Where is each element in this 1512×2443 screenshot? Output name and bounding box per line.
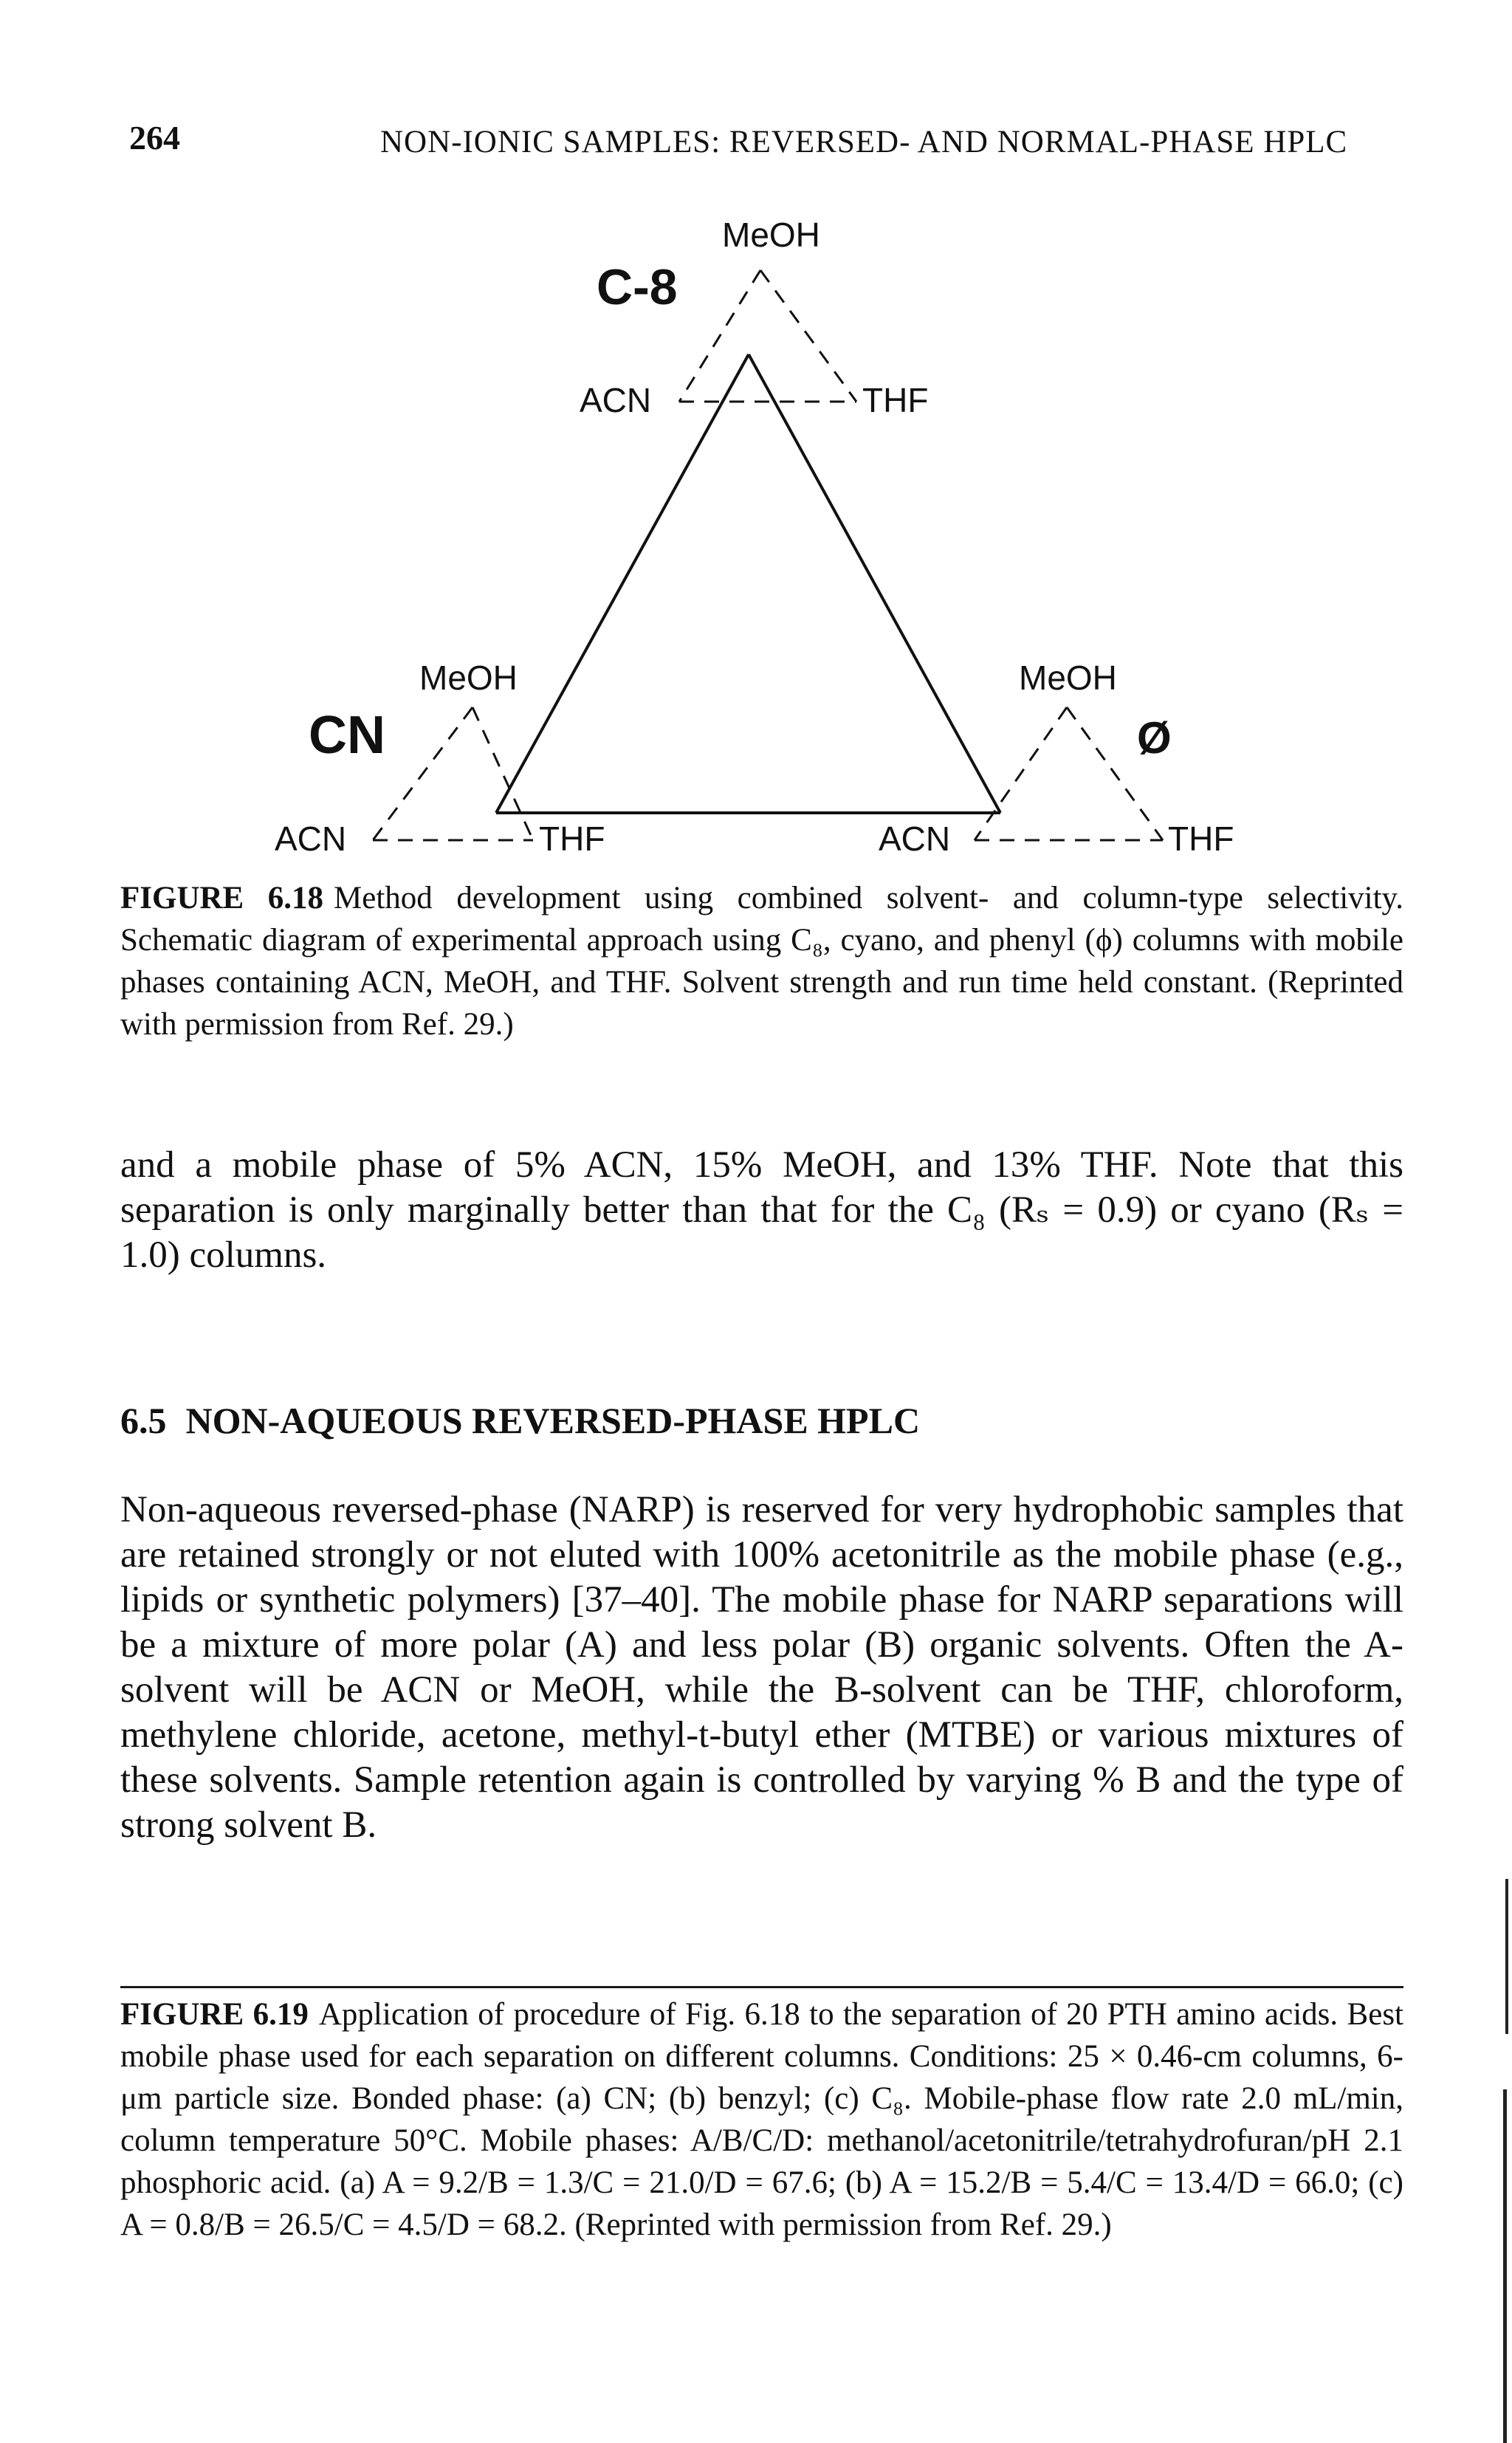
- cn-acn-label: ACN: [275, 820, 347, 858]
- cn-dashed-left: [373, 707, 472, 840]
- section-heading: [120, 1399, 920, 1442]
- phenyl-column-label: Ø: [1137, 713, 1172, 763]
- body-paragraph-1: and a mobile phase of 5% ACN, 15% MeOH, and 13% THF. Note that this separation is only marginally better than that for the C₈ (Rₛ = 0.9) or cyano (Rₛ = 1.0) columns.: [120, 1144, 1403, 1276]
- c8-dashed-right: [760, 270, 856, 402]
- figure-6-19-label: FIGURE 6.19: [120, 1997, 309, 2032]
- cn-meoh-label: MeOH: [419, 659, 518, 697]
- cn-thf-label: THF: [539, 820, 605, 858]
- scan-margin-line: [1503, 2089, 1507, 2443]
- section-title: NON-AQUEOUS REVERSED-PHASE HPLC: [185, 1400, 921, 1441]
- c8-thf-label: THF: [862, 381, 929, 419]
- cn-column-label: CN: [309, 706, 385, 765]
- phenyl-acn-label: ACN: [879, 820, 951, 858]
- cn-dashed-right: [472, 707, 533, 840]
- figure-6-18-caption: [120, 877, 1403, 1045]
- phenyl-meoh-label: MeOH: [1019, 659, 1117, 697]
- caption-rule: [120, 1986, 1403, 1988]
- section-number: 6.5: [120, 1400, 167, 1441]
- c8-column-label: C-8: [597, 259, 678, 315]
- page-number: 264: [129, 119, 180, 157]
- phenyl-dashed-left: [975, 707, 1067, 840]
- figure-6-19-caption: [120, 1993, 1403, 2246]
- scan-margin-line: [1505, 1879, 1508, 2034]
- c8-acn-label: ACN: [580, 381, 652, 419]
- c8-meoh-label: MeOH: [722, 216, 820, 254]
- figure-6-18-label: FIGURE 6.18: [120, 881, 324, 915]
- c8-dashed-left: [679, 270, 760, 402]
- figure-6-18-diagram: [0, 0, 1512, 871]
- body-paragraph-2: Non-aqueous reversed-phase (NARP) is reserved for very hydrophobic samples that are retained strongly or not eluted with 100% acetonitrile as the mobile phase (e.g., lipids or synthetic polymers) [37–40]. The mobile phase for NARP separations will be a mixture of more polar (A) and less polar (B) organic solvents. Often the A-solvent will be ACN or MeOH, while the B-solvent can be THF, chloroform, methylene chloride, acetone, methyl-t-butyl ether (MTBE) or various mixtures of these solvents. Sample retention again is controlled by varying % B and the type of strong solvent B.: [120, 1489, 1403, 1846]
- big-triangle-right-edge: [749, 354, 1000, 813]
- big-triangle-left-edge: [496, 354, 749, 813]
- figure-6-19-caption-text: Application of procedure of Fig. 6.18 to the separation of 20 PTH amino acids. Best mobile phase used for each separation on different columns. Conditions: 25 × 0.46-cm columns, 6-μm particle size. Bonded phase: (a) CN; (b) benzyl; (c) C₈. Mobile-phase flow rate 2.0 mL/min, column temperature 50°C. Mobile phases: A/B/C/D: methanol/acetonitrile/tetrahydrofuran/pH 2.1 phosphoric acid. (a) A = 9.2/B = 1.3/C = 21.0/D = 67.6; (b) A = 15.2/B = 5.4/C = 13.4/D = 66.0; (c) A = 0.8/B = 26.5/C = 4.5/D = 68.2. (Reprinted with permission from Ref. 29.): [120, 1997, 1403, 2242]
- figure-6-18-caption-text: Method development using combined solvent- and column-type selectivity. Schematic diagram of experimental approach using C₈, cyano, and phenyl (ϕ) columns with mobile phases containing ACN, MeOH, and THF. Solvent strength and run time held constant. (Reprinted with permission from Ref. 29.): [120, 881, 1404, 1042]
- running-head: NON-IONIC SAMPLES: REVERSED- AND NORMAL-PHASE HPLC: [380, 125, 1348, 159]
- phenyl-thf-label: THF: [1168, 820, 1234, 858]
